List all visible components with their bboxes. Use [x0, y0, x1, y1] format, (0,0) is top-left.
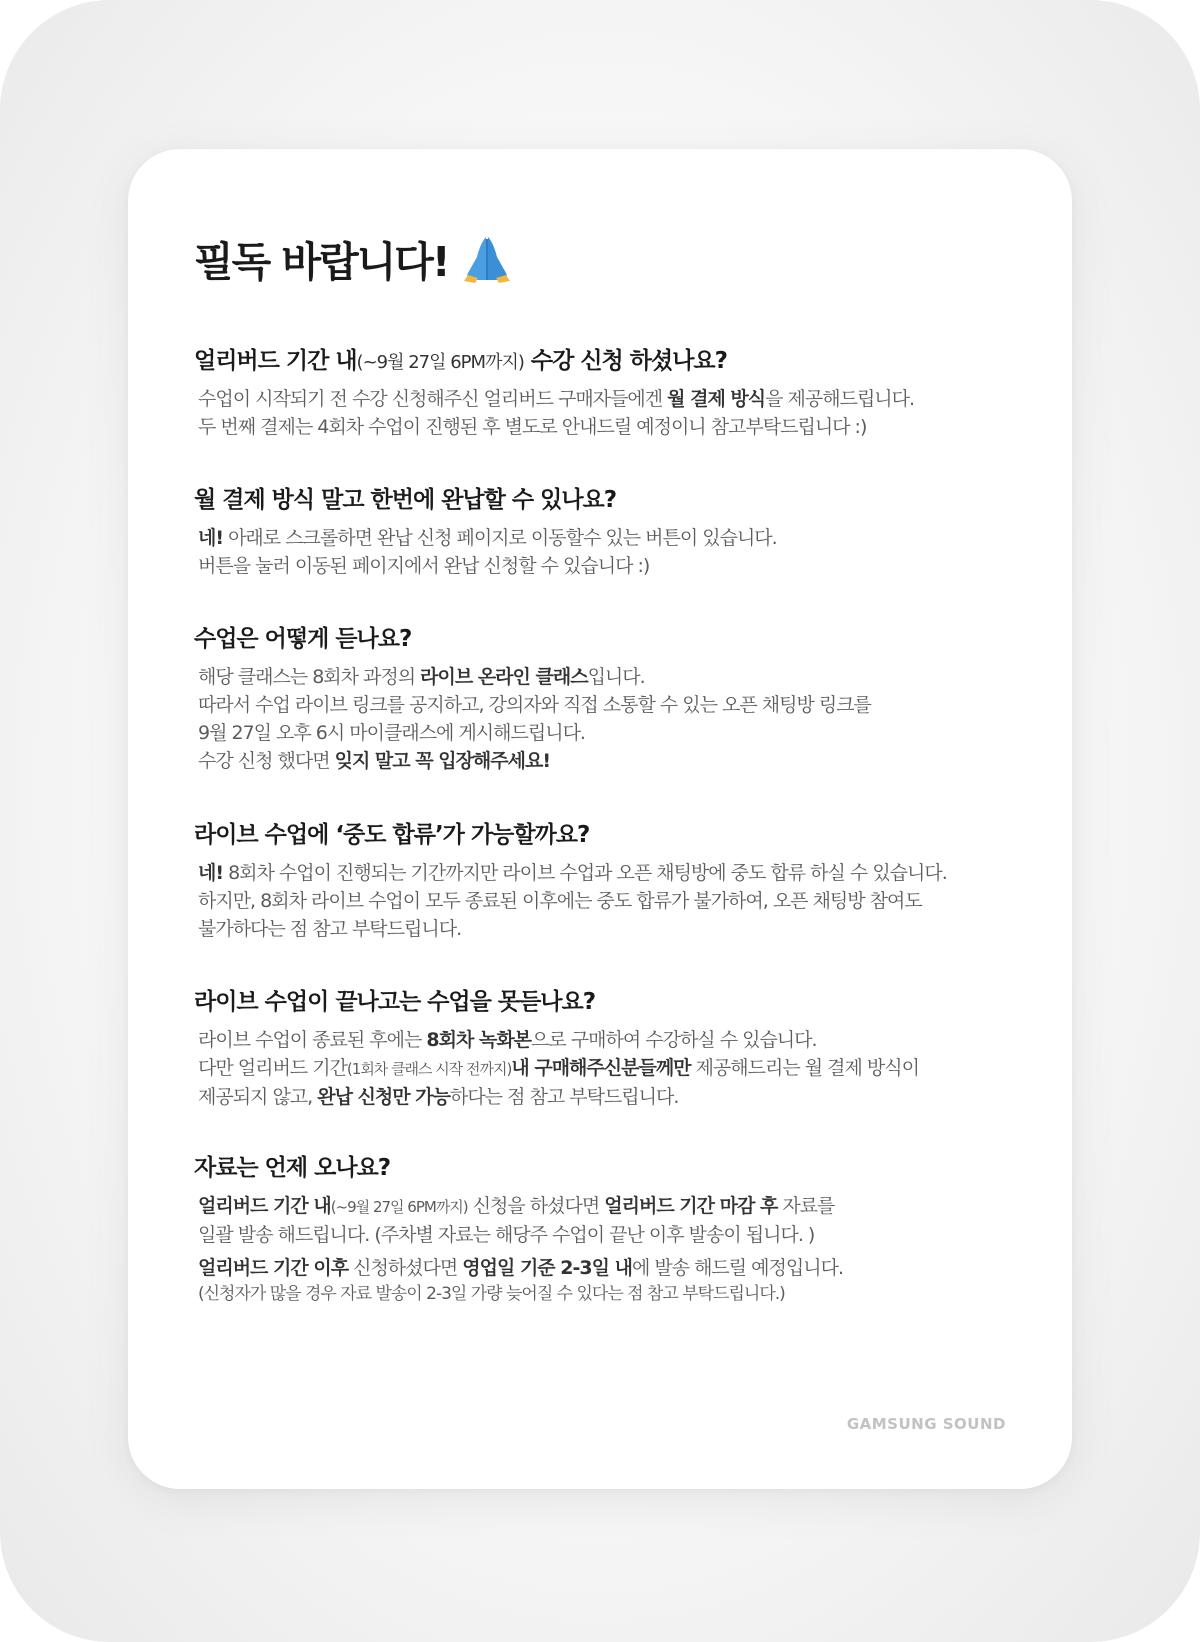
- faq-section-early-bird: [194, 342, 1014, 441]
- faq-section-after-live: [194, 983, 1014, 1111]
- answer-emphasis: 얼리버드 기간 마감 후: [604, 1195, 778, 1217]
- faq-answer-line: 불가하다는 점 참고 부탁드립니다.: [198, 918, 462, 940]
- answer-text: 수업이 시작되기 전 수강 신청해주신 얼리버드 구매자들에겐: [198, 388, 668, 410]
- faq-answer-line: [194, 663, 1014, 691]
- faq-section-how-to-attend: [194, 620, 1014, 775]
- folded-hands-icon: [459, 231, 515, 287]
- answer-text: 하다는 점 참고 부탁드립니다.: [449, 1086, 679, 1108]
- answer-text: 자료를: [777, 1195, 835, 1217]
- answer-text: 을 제공해드립니다.: [765, 388, 915, 410]
- notice-card: [128, 149, 1072, 1489]
- answer-emphasis: 영업일 기준 2-3일 내: [462, 1257, 632, 1279]
- faq-answer-line: 일괄 발송 해드립니다. (주차별 자료는 해당주 수업이 끝난 이후 발송이 됩니다. ): [198, 1224, 815, 1246]
- answer-emphasis: 얼리버드 기간 이후: [198, 1257, 349, 1279]
- answer-text: 으로 구매하여 수강하실 수 있습니다.: [531, 1029, 817, 1051]
- faq-section-mid-join: [194, 816, 1014, 943]
- brand-label: GAMSUNG SOUND: [846, 1415, 1006, 1433]
- faq-question: 자료는 언제 오나요?: [194, 1155, 391, 1181]
- answer-text: 신청하셨다면: [348, 1257, 463, 1279]
- answer-emphasis: 월 결제 방식: [667, 388, 766, 410]
- question-note: (~9월 27일 6PM까지): [356, 352, 524, 373]
- faq-answer-line: [194, 524, 1014, 552]
- answer-emphasis: 8회차 녹화본: [426, 1029, 532, 1051]
- faq-answer-line: 하지만, 8회차 라이브 수업이 모두 종료된 이후에는 중도 합류가 불가하여, 오픈 채팅방 참여도: [198, 890, 922, 912]
- answer-text: 입니다.: [587, 666, 645, 688]
- faq-answer-line: [194, 859, 1014, 887]
- faq-answer-line: [194, 1083, 1014, 1111]
- answer-text: 다만 얼리버드 기간: [198, 1057, 347, 1079]
- faq-answer-line: 버튼을 눌러 이동된 페이지에서 완납 신청할 수 있습니다 :): [198, 555, 650, 577]
- answer-text: 제공해드리는 월 결제 방식이: [690, 1057, 919, 1079]
- answer-emphasis: 네!: [198, 527, 224, 549]
- faq-question: 라이브 수업에 ‘중도 합류’가 가능할까요?: [194, 822, 590, 848]
- answer-note: (~9월 27일 6PM까지): [330, 1198, 468, 1216]
- faq-question: 월 결제 방식 말고 한번에 완납할 수 있나요?: [194, 487, 617, 513]
- answer-text: 아래로 스크롤하면 완납 신청 페이지로 이동할수 있는 버튼이 있습니다.: [223, 527, 777, 549]
- answer-note: (1회차 클래스 시작 전까지): [346, 1060, 512, 1078]
- answer-text: 신청을 하셨다면: [467, 1195, 605, 1217]
- faq-section-full-payment: [194, 481, 1014, 580]
- answer-emphasis: 네!: [198, 862, 224, 884]
- answer-emphasis: 잊지 말고 꼭 입장해주세요!: [334, 750, 551, 772]
- faq-answer-line: [194, 1192, 1014, 1221]
- answer-text: 제공되지 않고,: [198, 1086, 318, 1108]
- faq-answer-line: [194, 385, 1014, 413]
- answer-text: 라이브 수업이 종료된 후에는: [198, 1029, 427, 1051]
- answer-text: 에 발송 해드릴 예정입니다.: [631, 1257, 843, 1279]
- faq-question: 라이브 수업이 끝나고는 수업을 못듣나요?: [194, 989, 596, 1015]
- answer-emphasis: 라이브 온라인 클래스: [420, 666, 588, 688]
- faq-answer-line: [194, 1054, 1014, 1083]
- faq-answer-note: (신청자가 많을 경우 자료 발송이 2-3일 가량 늦어질 수 있다는 점 참고 부탁드립니다.): [198, 1284, 785, 1304]
- answer-text: 해당 클래스는 8회차 과정의: [198, 666, 421, 688]
- answer-emphasis: 얼리버드 기간 내: [198, 1195, 331, 1217]
- answer-text: 8회차 수업이 진행되는 기간까지만 라이브 수업과 오픈 채팅방에 중도 합류 하실 수 있습니다.: [223, 862, 947, 884]
- answer-emphasis: 내 구매해주신분들께만: [511, 1057, 691, 1079]
- question-text: 수강 신청 하셨나요?: [523, 348, 727, 374]
- question-text: 얼리버드 기간 내: [194, 348, 357, 374]
- page-title: [194, 229, 515, 288]
- page-title-text: 필독 바랍니다!: [194, 238, 449, 286]
- faq-answer-line: 따라서 수업 라이브 링크를 공지하고, 강의자와 직접 소통할 수 있는 오픈 채팅방 링크를: [198, 694, 871, 716]
- faq-answer-line: [194, 1254, 1014, 1282]
- faq-answer-line: 두 번째 결제는 4회차 수업이 진행된 후 별도로 안내드릴 예정이니 참고부탁드립니다 :): [198, 416, 867, 438]
- faq-section-materials: [194, 1149, 1014, 1306]
- faq-question: 수업은 어떻게 듣나요?: [194, 626, 412, 652]
- faq-answer-line: [194, 747, 1014, 775]
- answer-text: 수강 신청 했다면: [198, 750, 335, 772]
- faq-answer-line: 9월 27일 오후 6시 마이클래스에 게시해드립니다.: [198, 722, 585, 744]
- answer-emphasis: 완납 신청만 가능: [317, 1086, 450, 1108]
- faq-question: [194, 342, 1014, 375]
- faq-answer-line: [194, 1026, 1014, 1054]
